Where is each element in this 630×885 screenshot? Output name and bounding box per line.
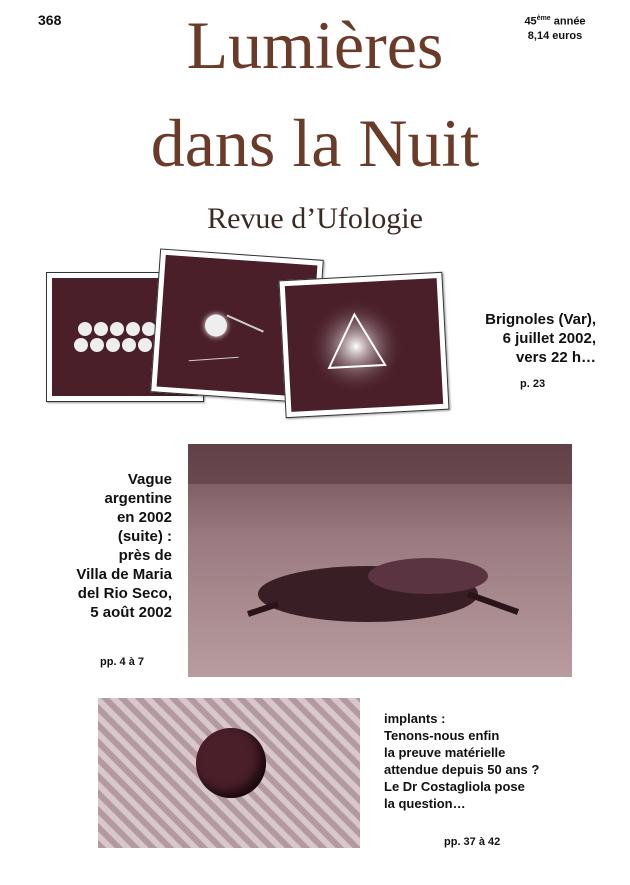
price: 8,14 euros [527,29,583,42]
caption-line: en 2002 [116,509,172,526]
issue-number: 368 [38,12,62,28]
article3-page-ref: pp. 37 à 42 [444,836,501,848]
caption-line: attendue depuis 50 ans ? [384,762,540,777]
caption-line: près de [118,547,172,564]
caption-line: argentine [104,490,172,507]
triangle-glow-icon [285,278,443,412]
masthead-title-line1: Lumières [186,7,444,83]
photo-cattle-field [188,444,572,677]
article2-page-ref: pp. 4 à 7 [100,656,145,668]
caption-line: (suite) : [117,528,172,545]
caption-line: Vague [127,471,172,488]
year-line: 45ème année [524,15,586,28]
caption-line: implants : [384,711,446,726]
article1-caption [446,310,596,367]
caption-line: 6 juillet 2002, [502,330,596,347]
article2-caption [40,470,172,622]
caption-line: la question… [384,796,466,811]
caption-line: Le Dr Costagliola pose [384,779,525,794]
article3-caption [384,710,624,812]
caption-line: vers 22 h… [515,349,596,366]
masthead-title-line2: dans la Nuit [150,105,480,181]
photo-implant-closeup [98,698,360,848]
article1-page-ref: p. 23 [520,378,546,390]
photo-triangle-object [279,272,450,418]
caption-line: Brignoles (Var), [485,311,596,328]
caption-line: Tenons-nous enfin [384,728,500,743]
caption-line: del Rio Seco, [77,585,172,602]
carcass-silhouette-icon [188,444,572,677]
caption-line: 5 août 2002 [90,604,172,621]
caption-line: la preuve matérielle [384,745,506,760]
caption-line: Villa de Maria [76,566,172,583]
masthead-subtitle: Revue d’Ufologie [207,202,423,235]
